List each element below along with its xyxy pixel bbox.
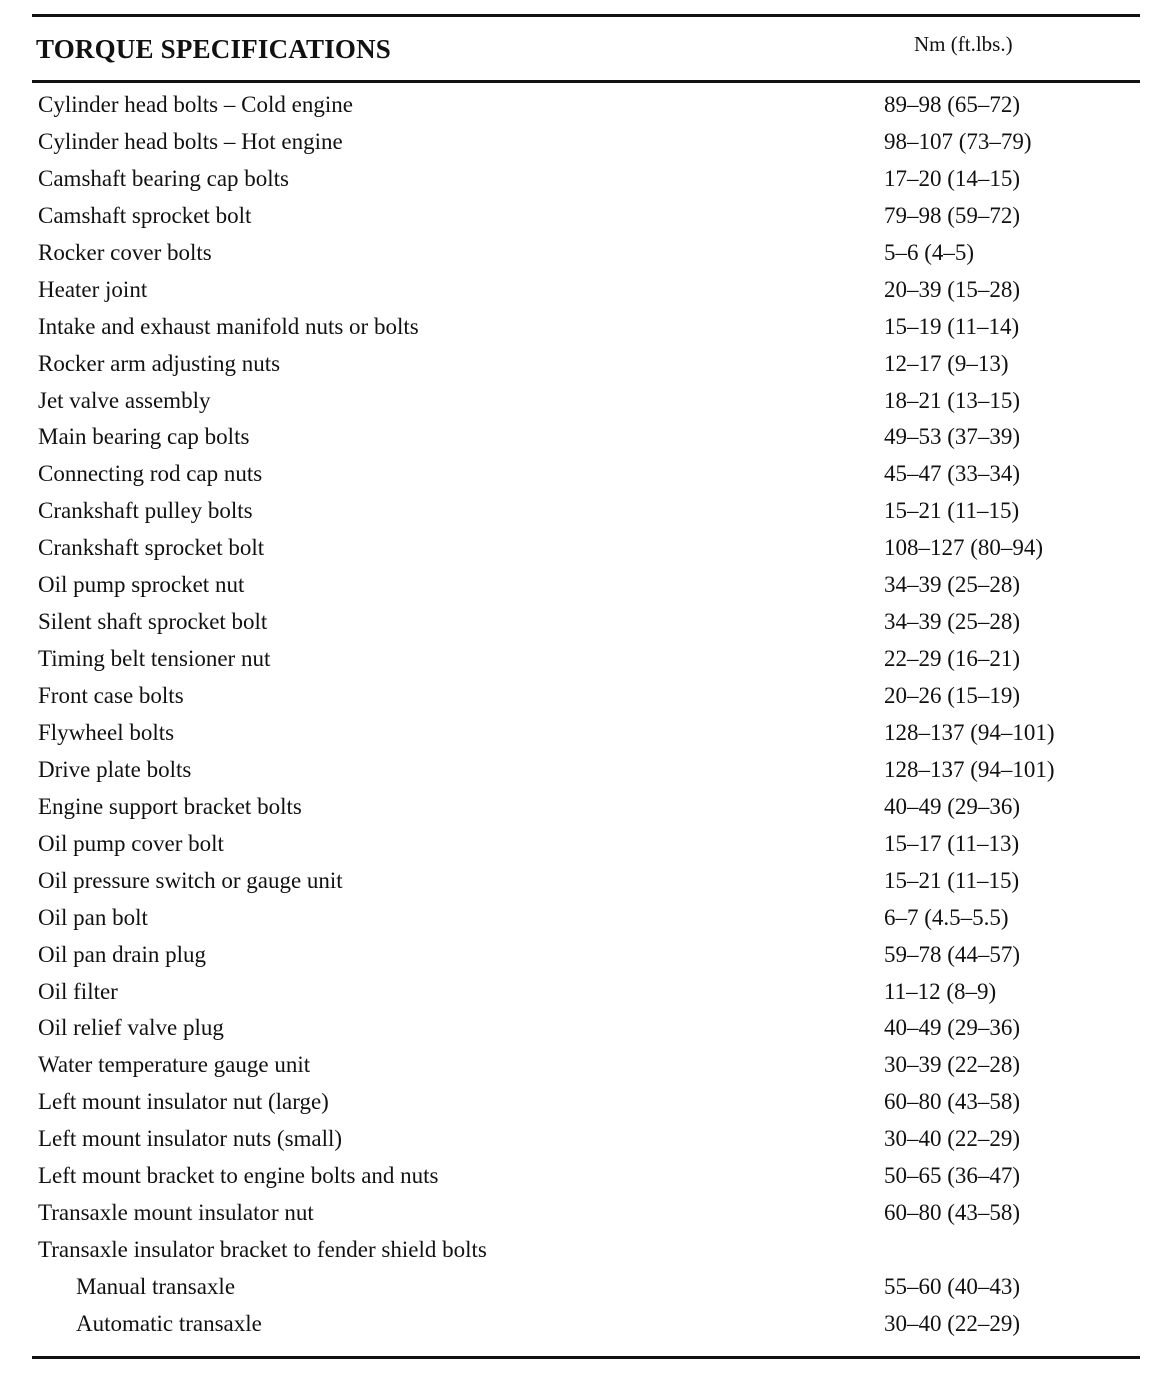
spec-value: 40–49 (29–36) xyxy=(884,1015,1021,1041)
spec-value: 128–137 (94–101) xyxy=(884,756,1055,782)
spec-value: 49–53 (37–39) xyxy=(884,424,1021,450)
header-rule xyxy=(32,80,1140,83)
spec-value: 45–47 (33–34) xyxy=(884,461,1021,487)
spec-label: Transaxle mount insulator nut xyxy=(38,1200,314,1226)
page-title: TORQUE SPECIFICATIONS xyxy=(36,34,392,64)
table-row xyxy=(0,903,1152,940)
spec-value: 59–78 (44–57) xyxy=(884,941,1021,967)
spec-value: 89–98 (65–72) xyxy=(884,92,1021,117)
spec-label: Crankshaft sprocket bolt xyxy=(38,535,265,561)
table-row xyxy=(0,312,1152,349)
spec-value: 128–137 (94–101) xyxy=(884,719,1055,745)
spec-value: 20–39 (15–28) xyxy=(884,276,1021,302)
spec-value: 30–39 (22–28) xyxy=(884,1052,1021,1078)
spec-value: 79–98 (59–72) xyxy=(884,202,1021,228)
spec-label: Silent shaft sprocket bolt xyxy=(38,609,268,635)
spec-value: 60–80 (43–58) xyxy=(884,1200,1021,1226)
table-row xyxy=(0,1124,1152,1161)
table-row xyxy=(0,866,1152,903)
spec-value: 34–39 (25–28) xyxy=(884,609,1021,635)
spec-label: Oil pump cover bolt xyxy=(38,830,224,856)
table-row xyxy=(0,1087,1152,1124)
table-row xyxy=(0,496,1152,533)
spec-label: Transaxle insulator bracket to fender shield bolts xyxy=(38,1237,487,1263)
table-row xyxy=(0,940,1152,977)
spec-value: 6–7 (4.5–5.5) xyxy=(884,904,1009,930)
spec-label: Flywheel bolts xyxy=(38,719,175,745)
spec-label: Oil filter xyxy=(38,978,118,1004)
table-row xyxy=(0,275,1152,312)
spec-label: Automatic transaxle xyxy=(76,1310,262,1336)
table-row xyxy=(0,1050,1152,1087)
table-row xyxy=(0,977,1152,1014)
spec-label: Drive plate bolts xyxy=(38,756,192,782)
top-rule xyxy=(32,14,1140,17)
spec-value: 40–49 (29–36) xyxy=(884,793,1021,819)
spec-label: Jet valve assembly xyxy=(38,387,211,413)
spec-value: 12–17 (9–13) xyxy=(884,350,1009,376)
spec-value: 20–26 (15–19) xyxy=(884,683,1021,708)
spec-label: Intake and exhaust manifold nuts or bolts xyxy=(38,313,419,339)
table-row xyxy=(0,1198,1152,1235)
spec-label: Left mount bracket to engine bolts and nuts xyxy=(38,1163,439,1189)
spec-label: Camshaft sprocket bolt xyxy=(38,202,252,228)
table-row xyxy=(0,533,1152,570)
table-row xyxy=(0,829,1152,866)
table-row xyxy=(0,644,1152,681)
spec-value: 22–29 (16–21) xyxy=(884,646,1021,672)
table-row xyxy=(0,570,1152,607)
table-row xyxy=(0,1235,1152,1272)
table-row xyxy=(0,1161,1152,1198)
spec-value: 5–6 (4–5) xyxy=(884,239,975,265)
spec-label: Cylinder head bolts – Hot engine xyxy=(38,128,343,154)
spec-label: Water temperature gauge unit xyxy=(38,1052,311,1078)
spec-value: 60–80 (43–58) xyxy=(884,1089,1021,1115)
spec-value: 15–17 (11–13) xyxy=(884,830,1020,856)
spec-label: Oil pump sprocket nut xyxy=(38,572,245,598)
spec-label: Oil pressure switch or gauge unit xyxy=(38,867,343,893)
spec-label: Rocker arm adjusting nuts xyxy=(38,350,281,376)
spec-label: Oil pan bolt xyxy=(38,904,148,930)
table-row xyxy=(0,755,1152,792)
spec-label: Rocker cover bolts xyxy=(38,239,212,265)
spec-label: Cylinder head bolts – Cold engine xyxy=(38,92,353,117)
spec-label: Crankshaft pulley bolts xyxy=(38,498,253,524)
table-row xyxy=(0,127,1152,164)
spec-label: Manual transaxle xyxy=(76,1274,236,1299)
table-row xyxy=(0,164,1152,201)
spec-label: Left mount insulator nuts (small) xyxy=(38,1126,343,1152)
table-row xyxy=(0,718,1152,755)
unit-column-header: Nm (ft.lbs.) xyxy=(914,32,1013,56)
spec-value: 15–21 (11–15) xyxy=(884,867,1020,893)
bottom-rule xyxy=(32,1356,1140,1359)
table-row xyxy=(0,459,1152,496)
table-row xyxy=(0,349,1152,386)
table-row xyxy=(0,607,1152,644)
table-row xyxy=(0,422,1152,459)
spec-value: 98–107 (73–79) xyxy=(884,128,1032,154)
spec-label: Oil relief valve plug xyxy=(38,1015,224,1041)
table-row xyxy=(0,681,1152,718)
spec-value: 108–127 (80–94) xyxy=(884,535,1044,561)
spec-label: Connecting rod cap nuts xyxy=(38,461,263,487)
table-row xyxy=(0,386,1152,423)
spec-value: 50–65 (36–47) xyxy=(884,1163,1021,1189)
spec-label: Camshaft bearing cap bolts xyxy=(38,165,290,191)
spec-value: 30–40 (22–29) xyxy=(884,1310,1021,1336)
spec-value: 18–21 (13–15) xyxy=(884,387,1021,413)
table-row xyxy=(0,792,1152,829)
spec-label: Engine support bracket bolts xyxy=(38,793,302,819)
spec-label: Left mount insulator nut (large) xyxy=(38,1089,329,1115)
spec-value: 30–40 (22–29) xyxy=(884,1126,1021,1152)
table-row xyxy=(0,201,1152,238)
spec-value: 34–39 (25–28) xyxy=(884,572,1021,598)
spec-value: 15–19 (11–14) xyxy=(884,313,1020,339)
spec-value: 15–21 (11–15) xyxy=(884,498,1020,524)
torque-spec-list xyxy=(0,90,1152,1346)
spec-label: Front case bolts xyxy=(38,683,184,708)
table-row xyxy=(0,1013,1152,1050)
table-row xyxy=(0,1272,1152,1309)
table-row xyxy=(0,1309,1152,1346)
spec-value: 55–60 (40–43) xyxy=(884,1274,1021,1299)
spec-label: Heater joint xyxy=(38,276,148,302)
table-row xyxy=(0,238,1152,275)
spec-label: Oil pan drain plug xyxy=(38,941,206,967)
table-row xyxy=(0,90,1152,127)
spec-value: 17–20 (14–15) xyxy=(884,165,1021,191)
spec-value: 11–12 (8–9) xyxy=(884,978,997,1004)
spec-label: Timing belt tensioner nut xyxy=(38,646,271,672)
spec-label: Main bearing cap bolts xyxy=(38,424,250,450)
